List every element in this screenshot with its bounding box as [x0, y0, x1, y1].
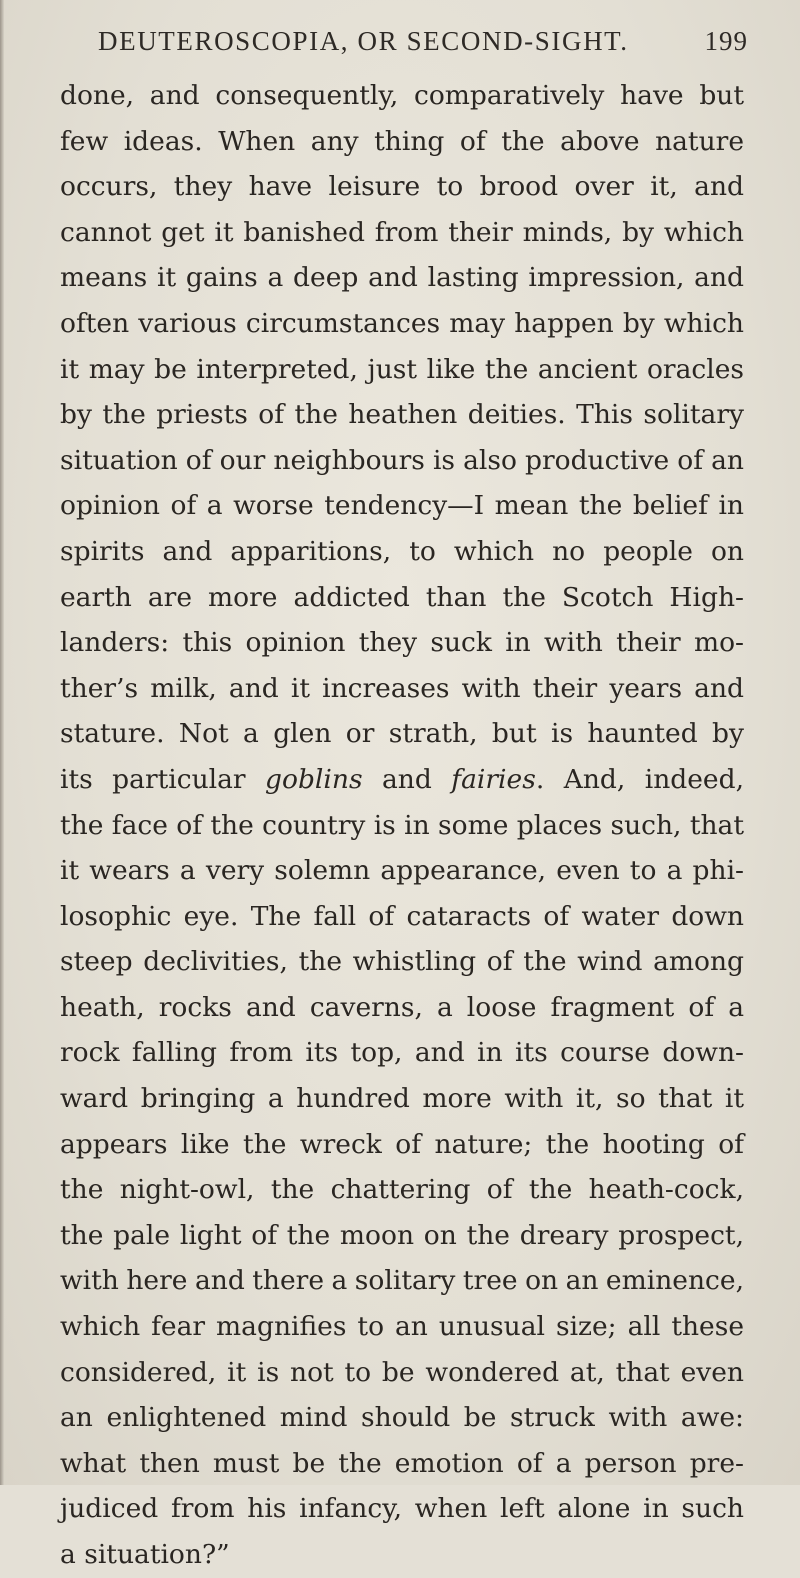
text-line: it may be interpreted, just like the ancient oracles — [60, 353, 744, 385]
text-line: opinion of a worse tendency—I mean the belief in — [60, 490, 744, 522]
body-text — [60, 73, 744, 1578]
text-line: done, and consequently, comparatively have but — [60, 80, 744, 111]
text-line: its particular goblins and fairies. And, indeed, — [60, 763, 744, 795]
text-line: earth are more addicted than the Scotch High- — [60, 581, 744, 613]
running-head: DEUTEROSCOPIA, OR SECOND-SIGHT. — [98, 26, 629, 56]
text-line: rock falling from its top, and in its course down- — [60, 1037, 744, 1069]
text-line: with here and there a solitary tree on an eminence, — [60, 1265, 744, 1297]
text-line: landers: this opinion they suck in with their mo- — [60, 627, 744, 659]
italic-word: fairies — [451, 763, 536, 795]
text-line: the pale light of the moon on the dreary prospect, — [60, 1219, 744, 1251]
text-line: occurs, they have leisure to brood over it, and — [60, 171, 744, 203]
text-line: losophic eye. The fall of cataracts of water down — [60, 900, 744, 932]
text-line: ward bringing a hundred more with it, so that it — [60, 1083, 744, 1115]
text-line: it wears a very solemn appearance, even to a phi- — [60, 855, 744, 887]
text-line: stature. Not a glen or strath, but is haunted by — [60, 718, 744, 750]
text-line: what then must be the emotion of a person pre- — [60, 1447, 744, 1479]
text-line: ther’s milk, and it increases with their years and — [60, 672, 744, 704]
text-line: means it gains a deep and lasting impression, and — [60, 262, 744, 294]
text-line: judiced from his infancy, when left alone in such — [60, 1493, 744, 1525]
italic-word: goblins — [265, 763, 363, 795]
text-line: often various circumstances may happen by which — [60, 307, 744, 339]
text-line: which fear magnifies to an unusual size; all these — [60, 1311, 744, 1343]
text-line: the face of the country is in some places such, that — [60, 809, 744, 841]
text-line: by the priests of the heathen deities. This solitary — [60, 399, 744, 431]
text-line: spirits and apparitions, to which no people on — [60, 535, 744, 567]
text-line: considered, it is not to be wondered at, that even — [60, 1356, 744, 1388]
page-header — [98, 20, 748, 60]
text-line: the night-owl, the chattering of the heath-cock, — [60, 1174, 744, 1206]
text-line: heath, rocks and caverns, a loose fragment of a — [60, 991, 744, 1023]
text-line: few ideas. When any thing of the above nature — [60, 125, 744, 157]
page-number: 199 — [704, 26, 748, 56]
text-line: appears like the wreck of nature; the hooting of — [60, 1128, 744, 1160]
text-line: steep declivities, the whistling of the wind among — [60, 946, 744, 978]
text-line: situation of our neighbours is also productive of an — [60, 444, 744, 476]
text-line: cannot get it banished from their minds, by which — [60, 216, 744, 248]
text-line: an enlightened mind should be struck with awe: — [60, 1402, 744, 1434]
text-line: a situation?” — [60, 1539, 230, 1570]
page-edge-shadow — [0, 0, 4, 1485]
